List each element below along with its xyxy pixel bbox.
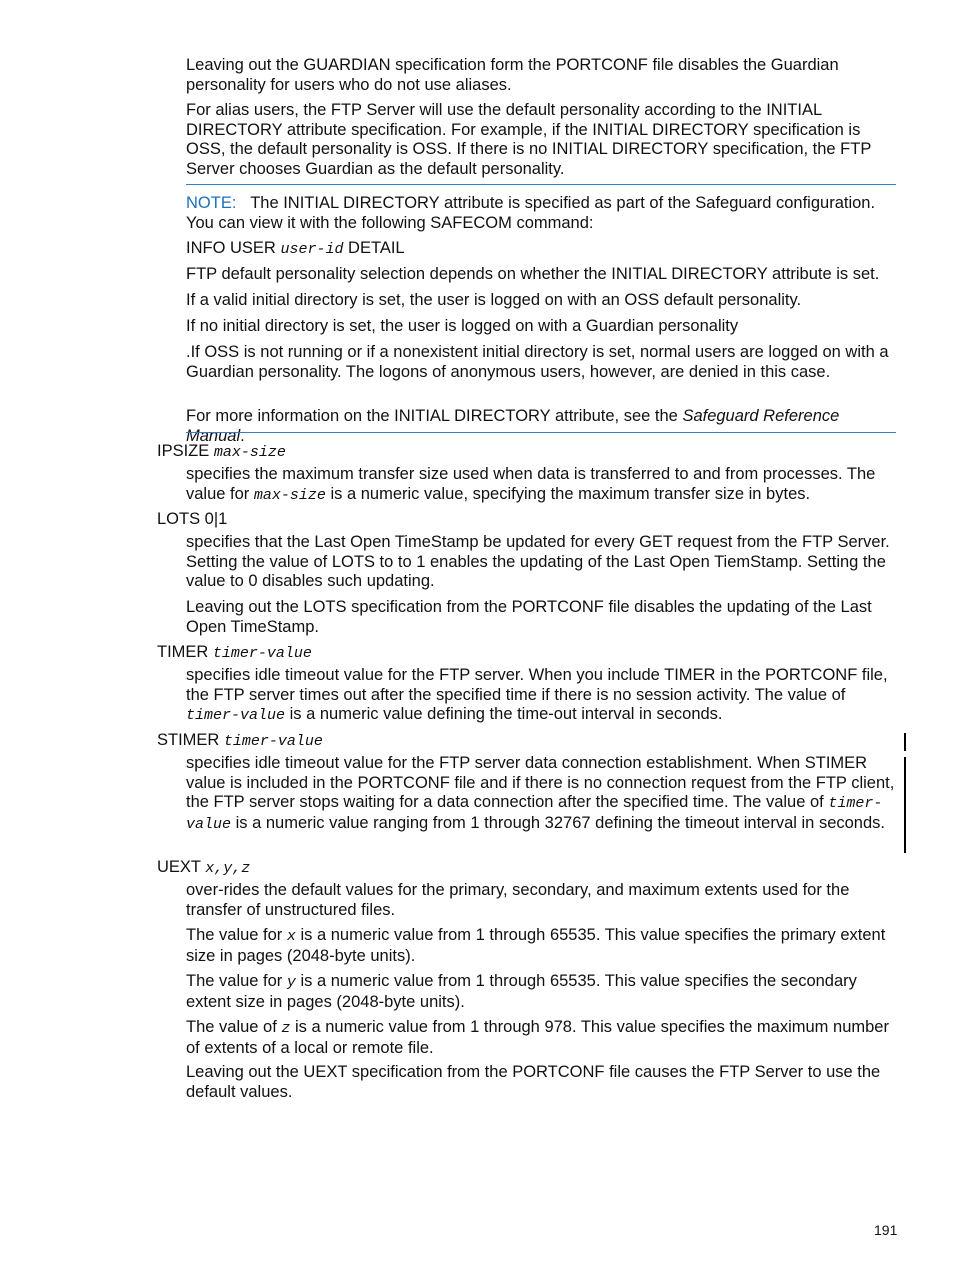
change-bar-2: [904, 757, 906, 853]
term-ipsize-arg: max-size: [213, 444, 286, 461]
term-stimer-name: STIMER: [157, 731, 224, 749]
reference-manual-title: Safeguard Reference Manual: [186, 407, 840, 445]
note-intro: [186, 194, 898, 233]
note-label: NOTE:: [186, 194, 237, 212]
note-text: The INITIAL DIRECTORY attribute is specified as part of the Safeguard configuration. You can view it with the following SAFECOM command:: [186, 194, 876, 232]
uext-y-suffix: is a numeric value from 1 through 65535. This value specifies the secondary extent size in pages (2048-byte units).: [186, 972, 857, 1011]
stimer-description: [186, 754, 898, 834]
term-lots: LOTS 0|1: [157, 510, 228, 528]
uext-y-prefix: The value for: [186, 972, 287, 990]
term-timer-name: TIMER: [157, 643, 213, 661]
timer-description: [186, 666, 898, 726]
uext-description-x: [186, 926, 898, 966]
ipsize-desc-suffix: is a numeric value, specifying the maximum transfer size in bytes.: [325, 484, 811, 503]
ipsize-desc-prefix: specifies the maximum transfer size used when data is transferred to and from processes. The value for: [186, 465, 876, 503]
note-command: [186, 239, 898, 260]
change-bar-1: [904, 733, 906, 751]
term-timer: [157, 643, 857, 664]
note-top-rule: [186, 184, 896, 185]
term-uext-arg: x,y,z: [205, 860, 251, 877]
uext-y-arg: y: [286, 974, 296, 991]
command-suffix: DETAIL: [343, 239, 405, 257]
term-ipsize: [157, 442, 857, 463]
paragraph-alias-users: For alias users, the FTP Server will use the default personality according to the INITIAL DIRECTORY attribute specification. For example, if the INITIAL DIRECTORY specification is OSS, the default personality is OSS. If there is no INITIAL DIRECTORY specification, the FTP Server chooses Guardian as the default personality.: [186, 101, 872, 178]
paragraph-guardian-spec: Leaving out the GUARDIAN specification form the PORTCONF file disables the Guardian personality for users who do not use aliases.: [186, 56, 839, 94]
uext-x-arg: x: [286, 928, 296, 945]
uext-z-arg: z: [281, 1020, 291, 1037]
note-paragraph-3: If no initial directory is set, the user is logged on with a Guardian personality: [186, 317, 739, 335]
timer-desc-arg: timer-value: [186, 707, 286, 724]
term-timer-arg: timer-value: [212, 645, 312, 662]
lots-description-2: Leaving out the LOTS specification from the PORTCONF file disables the updating of the Last Open TimeStamp.: [186, 598, 872, 636]
ipsize-description: [186, 465, 898, 505]
term-uext: [157, 858, 857, 879]
stimer-desc-prefix: specifies idle timeout value for the FTP server data connection establishment. When STIMER value is included in the PORTCONF file and if there is no connection request from the FTP client, the FTP server stops waiting for a data connection after the specified time. The value of: [186, 754, 895, 811]
note-paragraph-2: If a valid initial directory is set, the user is logged on with an OSS default personality.: [186, 291, 802, 309]
command-argument: user-id: [280, 241, 344, 258]
stimer-desc-suffix: is a numeric value ranging from 1 through 32767 defining the timeout interval in seconds.: [231, 813, 885, 832]
command-prefix: INFO USER: [186, 239, 281, 257]
lots-description-1: specifies that the Last Open TimeStamp be updated for every GET request from the FTP Server. Setting the value of LOTS to to 1 enables the updating of the Last Open TiemStamp. Setting the value to 0 disables such updating.: [186, 533, 890, 590]
page-number: 191: [874, 1222, 898, 1238]
note-paragraph-4: .If OSS is not running or if a nonexistent initial directory is set, normal users are logged on with a Guardian personality. The logons of anonymous users, however, are denied in this case.: [186, 343, 889, 381]
ipsize-desc-arg: max-size: [253, 486, 326, 504]
term-uext-name: UEXT: [157, 858, 206, 876]
note-paragraph-5: [186, 407, 898, 446]
uext-x-suffix: is a numeric value from 1 through 65535. This value specifies the primary extent size in pages (2048-byte units).: [186, 926, 886, 965]
term-stimer: [157, 731, 857, 752]
reference-prefix: For more information on the INITIAL DIRECTORY attribute, see the: [186, 407, 683, 425]
uext-description-z: [186, 1018, 898, 1058]
uext-z-prefix: The value of: [186, 1018, 282, 1036]
note-bottom-rule: [186, 432, 896, 433]
reference-suffix: .: [240, 426, 245, 445]
timer-desc-suffix: is a numeric value defining the time-out interval in seconds.: [285, 705, 723, 723]
uext-z-suffix: is a numeric value from 1 through 978. This value specifies the maximum number of extents of a local or remote file.: [186, 1018, 889, 1057]
term-stimer-arg: timer-value: [223, 733, 323, 750]
term-ipsize-name: IPSIZE: [157, 442, 214, 460]
stimer-desc-arg: timer-value: [186, 795, 883, 833]
note-paragraph-1: FTP default personality selection depends on whether the INITIAL DIRECTORY attribute is set.: [186, 265, 880, 283]
uext-description-1: over-rides the default values for the primary, secondary, and maximum extents used for the transfer of unstructured files.: [186, 881, 850, 919]
uext-description-y: [186, 972, 898, 1012]
timer-desc-prefix: specifies idle timeout value for the FTP server. When you include TIMER in the PORTCONF file, the FTP server times out after the specified time if there is no session activity. The value of: [186, 666, 888, 704]
uext-description-5: Leaving out the UEXT specification from the PORTCONF file causes the FTP Server to use the default values.: [186, 1063, 881, 1101]
uext-x-prefix: The value for: [186, 926, 287, 944]
